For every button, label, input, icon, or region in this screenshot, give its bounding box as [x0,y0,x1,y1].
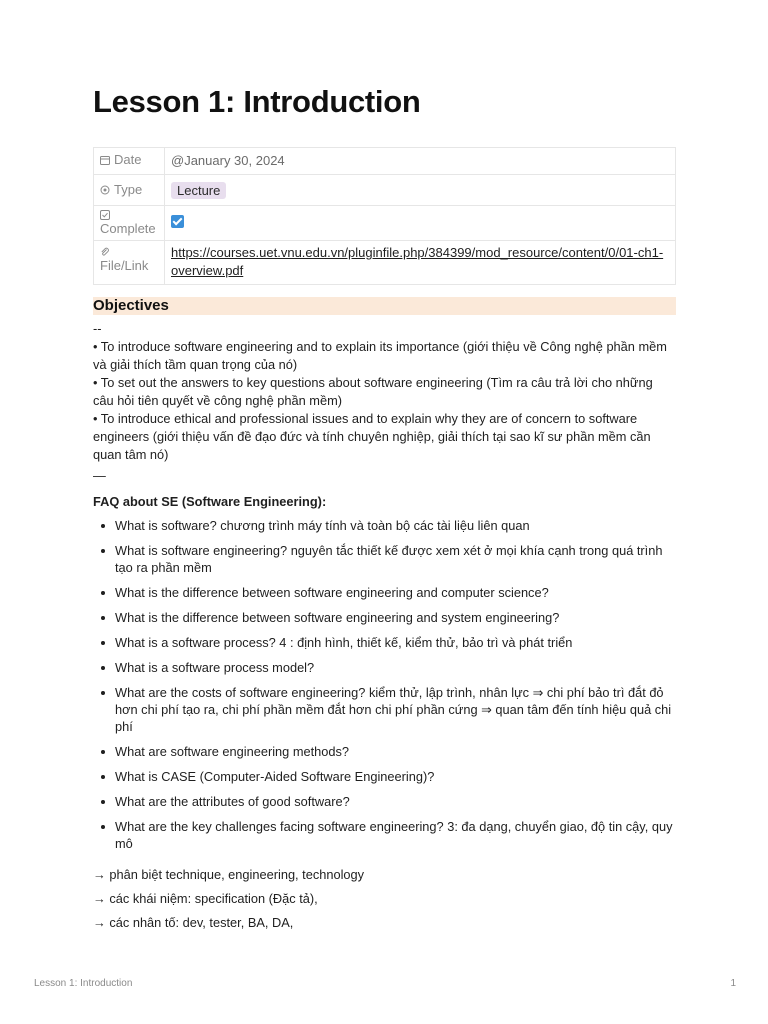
faq-list [93,517,676,860]
note-item: → phân biệt technique, engineering, technology [93,867,365,882]
objective-item: • To introduce software engineering and to explain its importance (giới thiệu về Công nghệ phần mềm và giải thích tầm quan trọng của nó) [93,339,667,372]
list-item: What is a software process model? [115,659,676,676]
faq-heading: FAQ about SE (Software Engineering): [93,494,327,509]
type-tag[interactable]: Lecture [171,182,226,199]
property-label: Type [114,182,143,197]
property-value-file-link [165,241,676,285]
list-item: What are software engineering methods? [115,743,676,760]
list-item: What is a software process? 4 : định hình, thiết kế, kiểm thử, bảo trì và phát triển [115,634,676,651]
property-row-complete [94,206,676,241]
list-item: What is CASE (Computer-Aided Software Engineering)? [115,768,676,785]
footer-page-number: 1 [730,978,736,989]
property-label: File/Link [100,258,149,273]
property-name-type [94,175,165,206]
note-item: → các khái niệm: specification (Đặc tả), [93,891,318,906]
notes-block [93,866,676,938]
complete-checkbox[interactable] [171,215,184,228]
footer-doc-title: Lesson 1: Introduction [34,978,133,989]
divider-text: — [93,468,106,483]
property-name-date [94,148,165,175]
note-item: → các nhân tố: dev, tester, BA, DA, [93,915,294,930]
property-row-file-link [94,241,676,285]
checkbox-icon [100,210,110,220]
property-row-date [94,148,676,175]
objective-item: • To set out the answers to key questions about software engineering (Tìm ra câu trả lời cho những câu hỏi tiên quyết về công nghệ phần mềm) [93,375,653,408]
property-label: Complete [100,221,156,236]
list-item: What are the key challenges facing software engineering? 3: đa dạng, chuyển giao, độ tin cậy, quy mô [115,818,676,852]
property-value-type[interactable] [165,175,676,206]
property-value-complete [165,206,676,241]
page-title: Lesson 1: Introduction [93,84,421,119]
list-item: What is software engineering? nguyên tắc thiết kế được xem xét ở mọi khía cạnh trong quá trình tạo ra phần mềm [115,542,676,576]
list-item: What is the difference between software engineering and system engineering? [115,609,676,626]
properties-table [93,147,676,285]
paperclip-icon [100,247,110,257]
type-icon [100,185,110,195]
list-item: What are the costs of software engineering? kiểm thử, lập trình, nhân lực ⇒ chi phí bảo trì đắt đỏ hơn chi phí tạo ra, chi phí phần mềm đắt hơn chi phí phần cứng ⇒ quan tâm đến tính hiệu quả chi phí [115,684,676,735]
divider-text: -- [93,321,102,336]
calendar-icon [100,155,110,165]
property-value-date[interactable]: @January 30, 2024 [165,148,676,175]
property-label: Date [114,152,142,167]
property-name-complete [94,206,165,241]
list-item: What is software? chương trình máy tính và toàn bộ các tài liệu liên quan [115,517,676,534]
property-name-file-link [94,241,165,285]
list-item: What is the difference between software engineering and computer science? [115,584,676,601]
list-item: What are the attributes of good software? [115,793,676,810]
objectives-heading: Objectives [93,297,676,315]
file-link[interactable]: https://courses.uet.vnu.edu.vn/pluginfile.php/384399/mod_resource/content/0/01-ch1-overview.pdf [171,245,664,278]
objective-item: • To introduce ethical and professional issues and to explain why they are of concern to software engineers (giới thiệu vấn đề đạo đức và tính chuyên nghiệp, giải thích tại sao kĩ sư phần mềm cần quan tâm nó) [93,411,651,462]
objectives-block [93,320,676,485]
property-row-type [94,175,676,206]
